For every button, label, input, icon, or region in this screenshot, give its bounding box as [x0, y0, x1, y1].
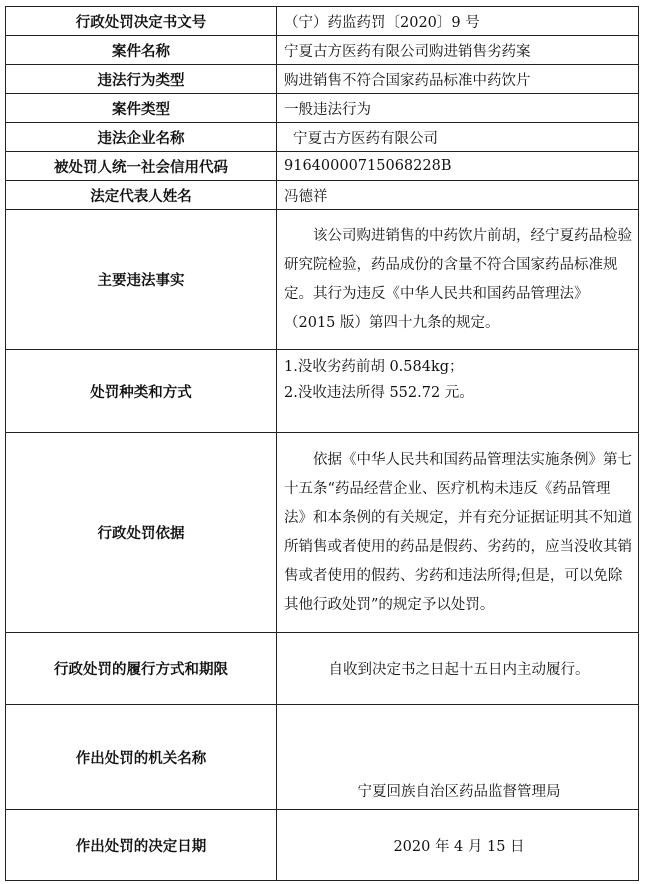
- table-row: [6, 633, 639, 705]
- doc-number-value: （宁）药监药罚〔2020〕9 号: [277, 7, 639, 36]
- execution-label: 行政处罚的履行方式和期限: [6, 633, 277, 705]
- case-type-value: 一般违法行为: [277, 94, 639, 123]
- violation-type-label: 违法行为类型: [6, 65, 277, 94]
- table-row: [6, 705, 639, 810]
- authority-value: 宁夏回族自治区药品监督管理局: [277, 705, 639, 810]
- company-name-value: 宁夏古方医药有限公司: [277, 123, 639, 152]
- table-row: [6, 94, 639, 123]
- date-value: 2020 年 4 月 15 日: [277, 810, 639, 881]
- table-row: [6, 36, 639, 65]
- doc-number-label: 行政处罚决定书文号: [6, 7, 277, 36]
- company-name-label: 违法企业名称: [6, 123, 277, 152]
- facts-label: 主要违法事实: [6, 210, 277, 350]
- date-label: 作出处罚的决定日期: [6, 810, 277, 881]
- list-item: 2.没收违法所得 552.72 元。: [284, 385, 474, 401]
- table-row: [6, 123, 639, 152]
- credit-code-value: 91640000715068228B: [277, 152, 639, 181]
- table-row: [6, 181, 639, 210]
- penalty-list: [277, 350, 639, 433]
- table-row: [6, 810, 639, 881]
- penalty-type-label: 处罚种类和方式: [6, 350, 277, 433]
- table-row: [6, 210, 639, 350]
- case-name-value: 宁夏古方医药有限公司购进销售劣药案: [277, 36, 639, 65]
- list-item: 1.没收劣药前胡 0.584kg；: [284, 359, 464, 375]
- table-row: [6, 7, 639, 36]
- execution-value: 自收到决定书之日起十五日内主动履行。: [277, 633, 639, 705]
- legal-rep-value: 冯德祥: [277, 181, 639, 210]
- legal-rep-label: 法定代表人姓名: [6, 181, 277, 210]
- table-row: [6, 433, 639, 633]
- authority-label: 作出处罚的机关名称: [6, 705, 277, 810]
- case-type-label: 案件类型: [6, 94, 277, 123]
- violation-type-value: 购进销售不符合国家药品标准中药饮片: [277, 65, 639, 94]
- credit-code-label: 被处罚人统一社会信用代码: [6, 152, 277, 181]
- table-row: [6, 152, 639, 181]
- table-row: [6, 350, 639, 433]
- basis-value: 依据《中华人民共和国药品管理法实施条例》第七十五条“药品经营企业、医疗机构未违反《药品管理法》和本条例的有关规定，并有充分证据证明其不知道所销售或者使用的药品是假药、劣药的，应当没收其销售或者使用的假药、劣药和违法所得;但是，可以免除其他行政处罚”的规定予以处罚。: [277, 433, 639, 633]
- case-name-label: 案件名称: [6, 36, 277, 65]
- facts-value: 该公司购进销售的中药饮片前胡，经宁夏药品检验研究院检验，药品成份的含量不符合国家药品标准规定。其行为违反《中华人民共和国药品管理法》（2015 版）第四十九条的规定。: [277, 210, 639, 350]
- penalty-decision-table: [5, 6, 639, 881]
- table-row: [6, 65, 639, 94]
- basis-label: 行政处罚依据: [6, 433, 277, 633]
